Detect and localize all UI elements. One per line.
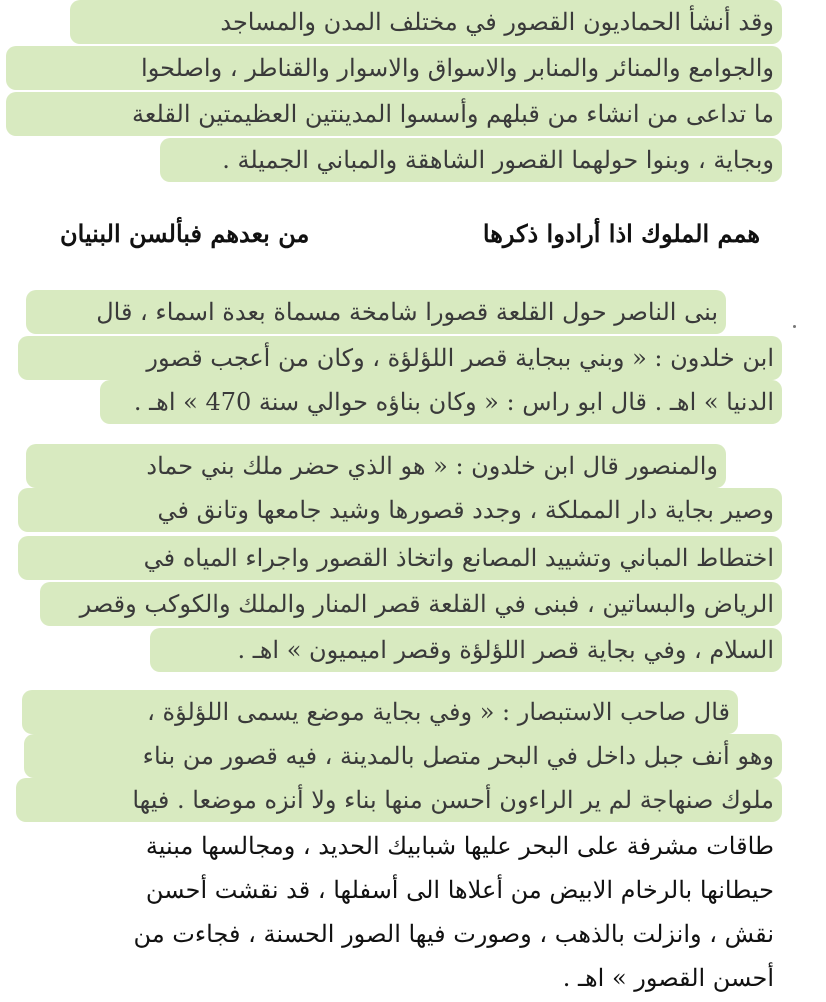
text-line: ملوك صنهاجة لم ير الراءون أحسن منها بناء ولا أنزه موضعا . فيها: [16, 778, 782, 822]
margin-mark: [793, 325, 796, 328]
text-line: ابن خلدون : « وبني ببجاية قصر اللؤلؤة ، وكان من أعجب قصور: [18, 336, 782, 380]
text-line: وهو أنف جبل داخل في البحر متصل بالمدينة ، فيه قصور من بناء: [24, 734, 782, 778]
text-line: السلام ، وفي بجاية قصر اللؤلؤة وقصر اميميون » اهـ .: [150, 628, 782, 672]
text-line: قال صاحب الاستبصار : « وفي بجاية موضع يسمى اللؤلؤة ،: [22, 690, 738, 734]
text-line: ما تداعى من انشاء من قبلهم وأسسوا المدينتين العظيمتين القلعة: [6, 92, 782, 136]
text-line: اختطاط المباني وتشييد المصانع واتخاذ القصور واجراء المياه في: [18, 536, 782, 580]
text-line: طاقات مشرفة على البحر عليها شبابيك الحديد ، ومجالسها مبنية: [145, 832, 774, 860]
text-line: الرياض والبساتين ، فبنى في القلعة قصر المنار والملك والكوكب وقصر: [40, 582, 782, 626]
text-line: نقش ، وانزلت بالذهب ، وصورت فيها الصور الحسنة ، فجاءت من: [133, 920, 774, 948]
text-line: حيطانها بالرخام الابيض من أعلاها الى أسفلها ، قد نقشت أحسن: [145, 876, 774, 904]
poem-hemistich-right: همم الملوك اذا أرادوا ذكرها: [482, 219, 760, 248]
text-line: الدنيا » اهـ . قال ابو راس : « وكان بناؤه حوالي سنة 470 » اهـ .: [100, 380, 782, 424]
text-line: والجوامع والمنائر والمنابر والاسواق والاسوار والقناطر ، واصلحوا: [6, 46, 782, 90]
poem-verse: [60, 212, 760, 256]
poem-hemistich-left: من بعدهم فبألسن البنيان: [60, 219, 310, 248]
text-line: بنى الناصر حول القلعة قصورا شامخة مسماة بعدة اسماء ، قال: [26, 290, 726, 334]
text-line: والمنصور قال ابن خلدون : « هو الذي حضر ملك بني حماد: [26, 444, 726, 488]
text-line: وبجاية ، وبنوا حولهما القصور الشاهقة والمباني الجميلة .: [160, 138, 782, 182]
text-line: وصير بجاية دار المملكة ، وجدد قصورها وشيد جامعها وتانق في: [18, 488, 782, 532]
text-line: أحسن القصور » اهـ .: [562, 964, 774, 992]
text-line: وقد أنشأ الحماديون القصور في مختلف المدن والمساجد: [70, 0, 782, 44]
